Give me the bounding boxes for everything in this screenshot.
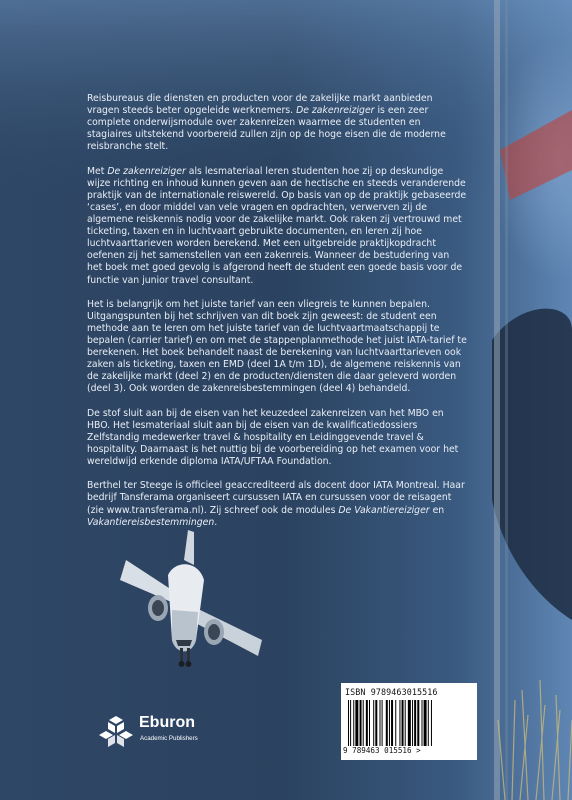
paragraph-intro [87, 93, 467, 153]
paragraph-text: als lesmateriaal leren studenten hoe zij op deskundige wijze richting en inhoud kunnen geven aan de hectische en steeds veranderende praktijk van de internationale reiswereld. Op basis van op de praktijk gebaseerde ‘cases’, en door middel van vele vragen en opdrachten, verwerven zij de algemene reiskennis nodig voor de zakelijke markt. Ook raken zij vertrouwd met ticketing, taxen en in luchtvaart gebruikte documenten, en leren zij hoe luchtvaarttarieven worden berekend. Met een uitgebreide praktijkopdracht oefenen zij het samenstellen van een zakenreis. Wanneer de bestudering van het boek met goed gevolg is afgerond heeft de student een goede basis voor de functie van junior travel consultant. [87, 165, 467, 286]
paragraph-text: en [429, 504, 445, 516]
barcode-digits: 9 789463 015516 > [343, 746, 421, 755]
paragraph-tariffs: Het is belangrijk om het juiste tarief van een vliegreis te kunnen bepalen. Uitgangspunten bij het schrijven van dit boek zijn geweest: de student een methode aan te leren om het juiste tarief van de luchtvaartmaatschappij te bepalen (carrier tarief) en om met de stappenplanmethode het juist IATA-tarief te berekenen. Het boek behandelt naast de berekening van luchtvaarttarieven ook zaken als ticketing, taxen en EMD (deel 1A t/m 1D), de algemene reiskennis van de zakelijke markt (deel 2) en de producten/diensten die daar geleverd worden (deel 3). Ook worden de zakenreisbestemmingen (deel 4) behandeld. [87, 298, 467, 395]
paragraph-curriculum: De stof sluit aan bij de eisen van het keuzedeel zakenreizen van het MBO en HBO. Het lesmateriaal sluit aan bij de eisen van de kwalificatiedossiers Zelfstandig medewerker travel & hospitality en Leidinggevende travel & hospitality. Daarnaast is het nuttig bij de voorbereiding op het examen voor het wereldwijd erkende diploma IATA/UFTAA Foundation. [87, 407, 459, 468]
isbn-barcode-box [341, 683, 477, 760]
paragraph-text: Met [87, 165, 108, 177]
paragraph-text: is een zeer complete onderwijsmodule over zakenreizen waarmee de studenten en stagiaires uitstekend voorbereid zullen zijn op de hoge eisen die de moderne reisbranche stelt. [87, 105, 446, 153]
eburon-logo-mark-icon [99, 714, 133, 748]
isbn-label: ISBN 9789463015516 [345, 687, 438, 697]
paragraph-method [87, 166, 467, 287]
book-title-italic: De zakenreiziger [107, 165, 186, 177]
paragraph-text: . [214, 516, 218, 528]
book-title-italic: Vakantiereisbestemmingen [87, 516, 215, 528]
book-title-italic: De Vakantiereiziger [338, 504, 430, 516]
back-cover-text [87, 93, 467, 541]
paragraph-text: Berthel ter Steege is officieel geaccrediteerd als docent door IATA Montreal. Haar bedrijf Tansferama organiseert cursussen IATA en cursussen voor de reisagent (zie www.transferama.nl). Zij schreef ook de modules [87, 480, 465, 516]
publisher-subtitle: Academic Publishers [140, 735, 198, 742]
paragraph-author [87, 480, 467, 528]
paragraph-text: Reisbureaus die diensten en producten voor de zakelijke markt aanbieden vragen steeds beter opgeleide werknemers. [87, 93, 433, 117]
publisher-name: Eburon [139, 714, 195, 731]
book-title-italic: De zakenreiziger [296, 105, 375, 117]
publisher-logo [99, 710, 239, 750]
barcode-icon [347, 700, 471, 746]
